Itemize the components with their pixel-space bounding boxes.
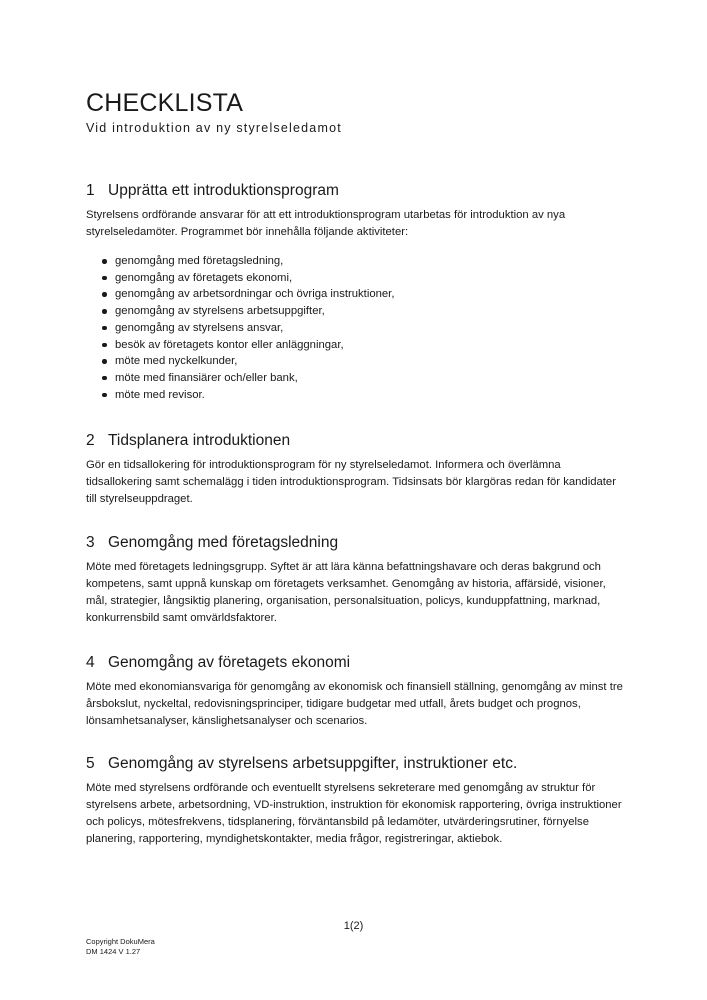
document-id: DM 1424 V 1.27	[86, 947, 141, 956]
document-title: CHECKLISTA	[86, 89, 244, 117]
document-subtitle: Vid introduktion av ny styrelseledamot	[86, 121, 342, 135]
list-item: genomgång med företagsledning,	[102, 253, 626, 270]
section-body: Möte med styrelsens ordförande och eventuellt styrelsens sekreterare med genomgång av struktur för styrelsens arbete, arbetsordning, VD-instruktion, instruktion för ekonomisk rapportering, övriga instruktioner och policys, mötesfrekvens, tidsplanering, förväntansbild på ledamöter, utvärderingsrutiner, förnyelse planering, rapportering, myndighetskontakter, media frågor, registreringar, aktiebok.	[86, 782, 622, 845]
section-title: Genomgång med företagsledning	[108, 534, 339, 551]
list-item: möte med finansiärer och/eller bank,	[102, 370, 626, 387]
section-3	[86, 533, 626, 627]
section-heading	[86, 533, 626, 553]
footer-meta	[86, 937, 155, 957]
section-heading	[86, 754, 626, 774]
section-body: Gör en tidsallokering för introduktionsprogram för ny styrelseledamot. Informera och överlämna tidsallokering samt schemalägg i tiden introduktionsprogram. Tidsinsats bör klargöras redan för kandidater till styrelseuppdraget.	[86, 459, 616, 505]
list-item: genomgång av styrelsens ansvar,	[102, 320, 626, 337]
activity-list	[86, 253, 626, 403]
section-number: 4	[86, 654, 95, 671]
section-heading	[86, 181, 626, 201]
section-title: Upprätta ett introduktionsprogram	[108, 182, 339, 199]
section-body: Möte med företagets ledningsgrupp. Syftet är att lära känna befattningshavare och deras bakgrund och kompetens, samt uppnå kunskap om företagets verksamhet. Genomgång av historia, affärsidé, visioner, mål, strategier, långsiktig planering, organisation, personalsituation, policys, kunduppfattning, marknad, konkurrensbild samt omvärldsfaktorer.	[86, 561, 606, 624]
section-body: Möte med ekonomiansvariga för genomgång av ekonomisk och finansiell ställning, genomgång av minst tre årsbokslut, nyckeltal, redovisningsprinciper, tidigare budgetar med utfall, årets budget och prognos, lönsamhetsanalyser, känslighetsanalyser och scenarios.	[86, 681, 623, 727]
list-item: möte med nyckelkunder,	[102, 353, 626, 370]
section-body: Styrelsens ordförande ansvarar för att ett introduktionsprogram utarbetas för introduktion av nya styrelseledamöter. Programmet bör innehålla följande aktiviteter:	[86, 209, 566, 238]
page-number: 1(2)	[343, 920, 364, 932]
list-item: genomgång av styrelsens arbetsuppgifter,	[102, 303, 626, 320]
section-1	[86, 181, 626, 403]
section-2	[86, 431, 626, 508]
section-number: 1	[86, 182, 95, 199]
document-content	[86, 88, 626, 845]
section-number: 5	[86, 755, 95, 772]
section-4	[86, 653, 626, 730]
section-title: Genomgång av företagets ekonomi	[108, 654, 351, 671]
section-number: 3	[86, 534, 95, 551]
section-heading	[86, 653, 626, 673]
list-item: genomgång av företagets ekonomi,	[102, 270, 626, 287]
copyright-text: Copyright DokuMera	[86, 937, 155, 946]
section-5	[86, 754, 626, 848]
section-number: 2	[86, 432, 95, 449]
list-item: besök av företagets kontor eller anläggningar,	[102, 337, 626, 354]
list-item: genomgång av arbetsordningar och övriga instruktioner,	[102, 286, 626, 303]
list-item: möte med revisor.	[102, 387, 626, 404]
section-title: Genomgång av styrelsens arbetsuppgifter, instruktioner etc.	[108, 755, 518, 772]
section-heading	[86, 431, 626, 451]
section-title: Tidsplanera introduktionen	[108, 432, 291, 449]
